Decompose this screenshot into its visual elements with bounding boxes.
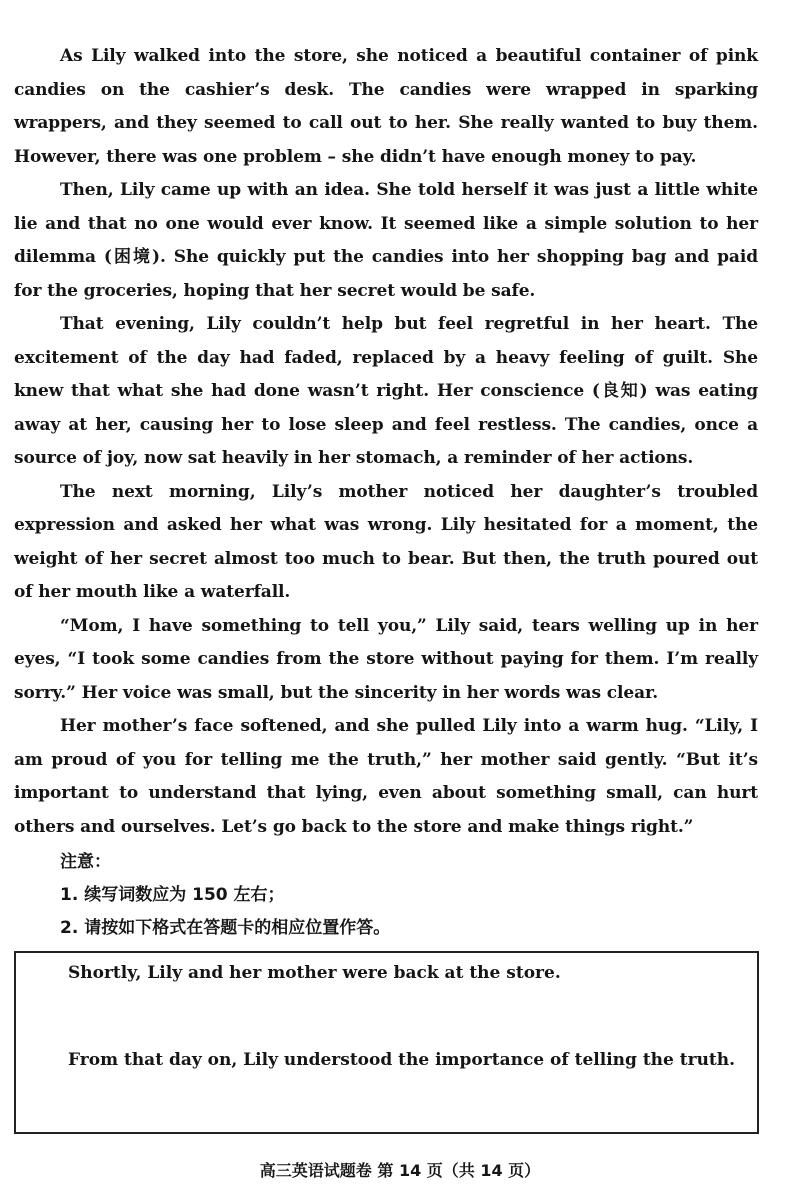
story-paragraph-4: The next morning, Lily’s mother noticed her daughter’s troubled expression and asked her what was wrong. Lily hesitated for a moment, the weight of her secret almost too much to bear. But then, the truth poured out of her mouth like a waterfall. xyxy=(14,481,758,602)
instructions xyxy=(60,846,760,945)
instructions-heading: 注意： xyxy=(60,852,111,872)
continuation-opening-sentence-2: From that day on, Lily understood the importance of telling the truth. xyxy=(68,1050,736,1070)
story-paragraph-5: “Mom, I have something to tell you,” Lily said, tears welling up in her eyes, “I took some candies from the store without paying for them. I’m really sorry.” Her voice was small, but the sincerity in her words was clear. xyxy=(14,615,758,703)
answer-format-box xyxy=(14,951,759,1134)
story-paragraph-1: As Lily walked into the store, she noticed a beautiful container of pink candies on the cashier’s desk. The candies were wrapped in sparking wrappers, and they seemed to call out to her. She really wanted to buy them. However, there was one problem – she didn’t have enough money to pay. xyxy=(14,46,758,167)
story-paragraph-3: That evening, Lily couldn’t help but feel regretful in her heart. The excitement of the day had faded, replaced by a heavy feeling of guilt. She knew that what she had done wasn’t right. Her conscience (良知) was eating away at her, causing her to lose sleep and feel restless. The candies, once a source of joy, now sat heavily in her stomach, a reminder of her actions. xyxy=(14,314,758,468)
continuation-opening-sentence-1: Shortly, Lily and her mother were back at the store. xyxy=(68,963,561,983)
page-footer: 高三英语试题卷 第 14 页（共 14 页） xyxy=(259,1161,541,1180)
story-text xyxy=(14,40,758,844)
story-paragraph-6: Her mother’s face softened, and she pulled Lily into a warm hug. “Lily, I am proud of you for telling me the truth,” her mother said gently. “But it’s important to understand that lying, even about something small, can hurt others and ourselves. Let’s go back to the store and make things right.” xyxy=(14,716,758,837)
story-paragraph-2: Then, Lily came up with an idea. She told herself it was just a little white lie and that no one would ever know. It seemed like a simple solution to her dilemma (困境). She quickly put the candies into her shopping bag and paid for the groceries, hoping that her secret would be safe. xyxy=(14,180,758,301)
instruction-answer-format: 2. 请按如下格式在答题卡的相应位置作答。 xyxy=(60,918,391,938)
instruction-word-count: 1. 续写词数应为 150 左右； xyxy=(60,885,285,905)
